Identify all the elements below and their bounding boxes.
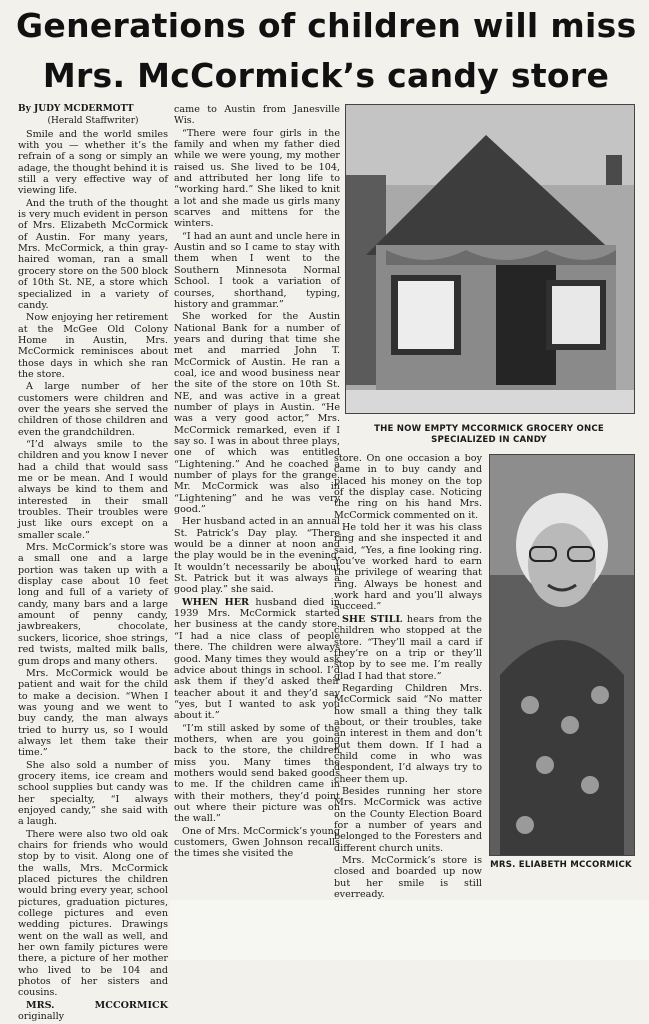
store-photo xyxy=(345,104,635,414)
paragraph: “There were four girls in the family and when my father died while we were young, my mother raised us. She lived to be 104, and attributed her long life to “working hard.” She liked to knit a lot and she made us girls many scarves and mittens for the winters. xyxy=(174,127,340,230)
paragraph: store. On one occasion a boy came in to buy candy and placed his money on the top of the display case. Noticing the ring on his hand Mrs. McCormick commented on it. xyxy=(334,453,482,521)
paragraph: Mrs. McCormick’s store is closed and boarded up now but her smile is still everready. xyxy=(334,855,482,901)
store-photo-caption: THE NOW EMPTY MCCORMICK GROCERY ONCE SPECIALIZED IN CANDY xyxy=(374,424,604,445)
run-in-heading: SHE STILL xyxy=(342,613,403,625)
run-in-heading: WHEN HER xyxy=(182,596,249,608)
portrait-photo xyxy=(489,454,635,856)
article-column-1 xyxy=(18,104,168,1024)
paragraph: “I’m still asked by some of the mothers, when are you going back to the store, the children miss you. Many times the mothers would send baked goods to me. If the children came in with their mothers, they’d point out where their picture was on the wall.” xyxy=(174,722,340,825)
paragraph: She also sold a number of grocery items, ice cream and school supplies but candy was her specialty, “I always enjoyed candy,” she said with a laugh. xyxy=(18,759,168,828)
headline-line-1: Generations of children will miss xyxy=(16,6,637,45)
paragraph-text: hears from the children who stopped at the store. “They’ll mail a card if they’re on a trip or they’ll stop by to see me. I’m really glad I had that store.” xyxy=(334,613,482,682)
paragraph: Smile and the world smiles with you — whether it’s the refrain of a song or simply an adage, the thought behind it is still a very effective way of viewing life. xyxy=(18,128,168,197)
paragraph-text: husband died in 1939 Mrs. McCormick started her business at the candy store. “I had a nice class of people there. The children were always good. Many times they would ask advice about things in school. I’d ask them if they’d asked their teacher about it and they’d say “yes, but I wanted to ask you about it.” xyxy=(174,596,340,722)
paragraph: Now enjoying her retirement at the McGee Old Colony Home in Austin, Mrs. McCormick reminisces about those days in which she ran the store. xyxy=(18,312,168,380)
byline-affiliation: (Herald Staffwriter) xyxy=(47,116,139,127)
page-bottom-margin xyxy=(170,900,649,960)
paragraph: Her husband acted in an annual St. Patrick’s Day play. “There would be a dinner at noon and the play would be in the evening. It wouldn’t necessarily be about St. Patrick but it was always a good play.” she said. xyxy=(174,516,340,596)
paragraph: Regarding Children Mrs. McCormick said “No matter how small a thing they talk about, or their troubles, take an interest in them and don’t put them down. If I had a child come in who was despondent, I’d always try to cheer them up. xyxy=(334,682,482,785)
paragraph: came to Austin from Janesville Wis. xyxy=(174,104,340,127)
paragraph xyxy=(18,1000,168,1023)
portrait-photo-caption: MRS. ELIABETH MCCORMICK xyxy=(490,860,632,870)
headline-line-2: Mrs. McCormick’s candy store xyxy=(42,56,610,95)
paragraph: Mrs. McCormick’s store was a small one and a large portion was taken up with a display case about 10 feet long and full of a variety of candy, many bars and a large amount of penny candy, jawbreakers, chocolate, suckers, licorice, shoe strings, red twists, malted milk balls, gum drops and many others. xyxy=(18,542,168,667)
paragraph xyxy=(174,597,340,722)
headline xyxy=(0,0,649,112)
paragraph-text: originally xyxy=(18,1011,65,1023)
paragraph: He told her it was his class ring and she inspected it and said, “Yes, a fine looking ring. You’ve worked hard to earn the privilege of wearing that ring. Always be honest and work hard and you’ll always succeed.” xyxy=(334,522,482,613)
run-in-heading: MRS. MCCORMICK xyxy=(26,999,168,1011)
paragraph: “I’d always smile to the children and you know I never had a child that would sass me or be mean. And I would always be kind to them and interested in their small troubles. Their troubles were just like ours except on a smaller scale.” xyxy=(18,438,168,541)
article-column-3 xyxy=(334,453,482,901)
paragraph: There were also two old oak chairs for friends who would stop by to visit. Along one of the walls, Mrs. McCormick placed pictures the children would bring every year, school pictures, graduation pictures, college pictures and even wedding pictures. Drawings went on the wall as well, and her own family pictures were there, a picture of her mother who lived to be 104 and photos of her sisters and cousins. xyxy=(18,828,168,999)
paragraph xyxy=(334,614,482,682)
paragraph: Besides running her store Mrs. McCormick was active on the County Election Board for a number of years and belonged to the Foresters and different church units. xyxy=(334,785,482,854)
paragraph: And the truth of the thought is very much evident in person of Mrs. Elizabeth McCormick of Austin. For many years, Mrs. McCormick, a thin gray-haired woman, ran a small grocery store on the 500 block of 10th St. NE, a store which specialized in a variety of candy. xyxy=(18,197,168,311)
portrait-photo-image xyxy=(490,455,634,855)
paragraph: Mrs. McCormick would be patient and wait for the child to make a decision. “When I was young and we went to buy candy, the man always tried to hurry us, so I would always let them take their time.” xyxy=(18,667,168,759)
paragraph: One of Mrs. McCormick’s young customers, Gwen Johnson recalls the times she visited the xyxy=(174,825,340,860)
byline-author: By JUDY MCDERMOTT xyxy=(18,104,134,114)
paragraph: “I had an aunt and uncle here in Austin and so I came to stay with them when I went to the Southern Minnesota Normal School. I took a variation of courses, shorthand, typing, history and grammar.” xyxy=(174,230,340,310)
store-photo-image xyxy=(346,105,634,413)
paragraph: She worked for the Austin National Bank for a number of years and during that time she met and married John T. McCormick of Austin. He ran a coal, ice and wood business near the site of the store on 10th St. NE, and was active in a great number of plays in Austin. “He was a very good actor,” Mrs. McCormick remarked, even if I say so. I was in about three plays, one of which was entitled “Lightening.” And he coached a number of plays for the grange. Mr. McCormick was also in “Lightening” and he was very good.” xyxy=(174,311,340,516)
paragraph: A large number of her customers were children and over the years she served the children of those children and even the grandchildren. xyxy=(18,381,168,438)
article-column-2 xyxy=(174,104,340,861)
